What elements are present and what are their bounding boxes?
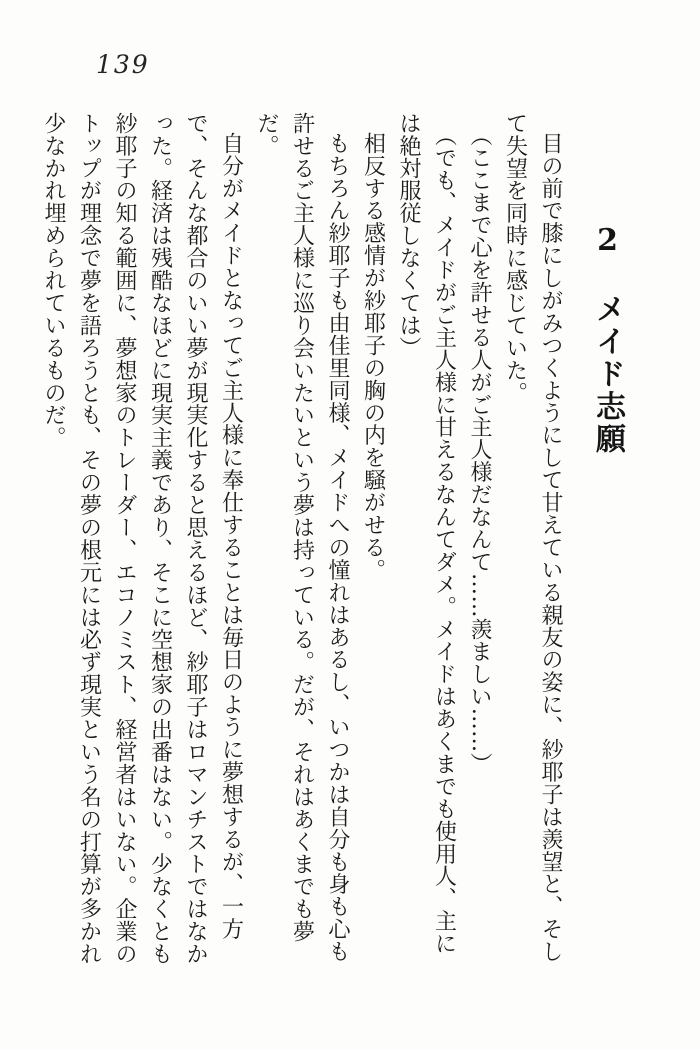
text-block <box>36 112 631 972</box>
paragraph-5: もちろん紗耶子も由佳里同様、メイドへの憧れはあるし、いつかは自分も身も心も許せるご主人様に巡り会いたいという夢は持っている。だが、それはあくまでも夢だ。 <box>254 112 350 963</box>
chapter-heading: 2 メイド志願 <box>590 223 625 456</box>
paragraph-1: 目の前で膝にしがみつくようにして甘えている親友の姿に、紗耶子は羨望と、そして失望を同時に感じていた。 <box>502 112 563 963</box>
page-number: 139 <box>96 50 150 79</box>
paragraph-4: 相反する感情が紗耶子の胸の内を騒がせる。 <box>360 131 386 581</box>
paragraph-6: 自分がメイドとなってご主人様に奉仕することは毎日のように夢想するが、一方で、そんな都合のいい夢が現実化すると思えるほど、紗耶子はロマンチストではなかった。経済は残酷なほどに現実主義であり、そこに空想家の出番はない。少なくとも紗耶子の知る範囲に、夢想家のトレーダー、エコノミスト、経営者はいない。企業のトップが理念で夢を語ろうとも、その夢の根元には必ず現実という名の打算が多かれ少なかれ埋められているものだ。 <box>41 112 244 966</box>
paragraph-2-thought: （ここまで心を許せる人がご主人様だなんて……羨ましい……） <box>467 124 492 776</box>
paragraph-3-thought: （でも、メイドがご主人様に甘えるなんてダメ。メイドはあくまでも使用人、主には絶対服従しなくては） <box>396 112 457 955</box>
